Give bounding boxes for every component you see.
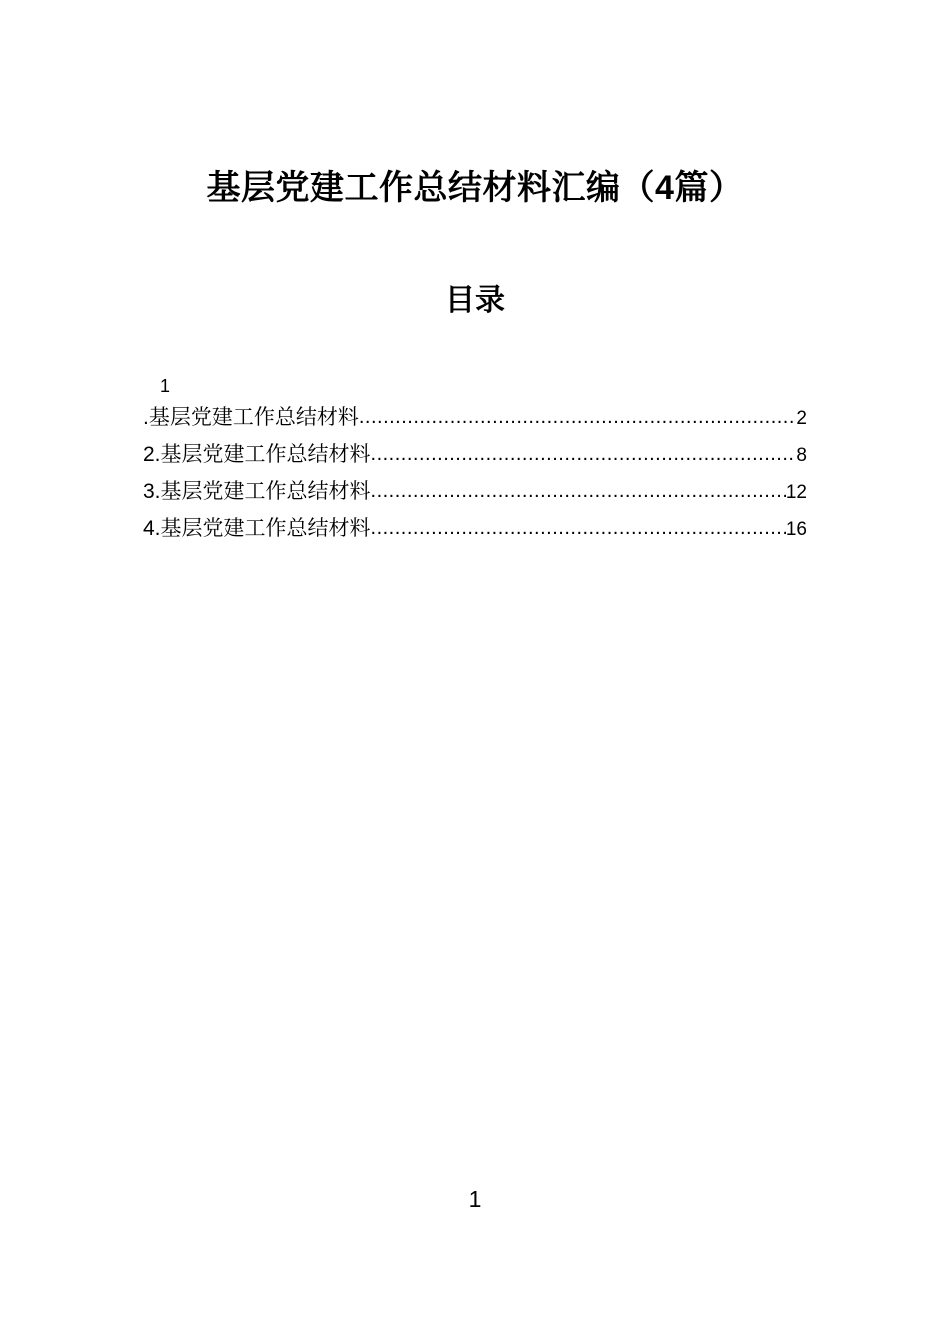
table-of-contents [143, 372, 807, 548]
list-item[interactable] [143, 437, 807, 474]
toc-entry-page: 2 [796, 408, 807, 429]
toc-entry-page: 12 [785, 482, 807, 503]
list-item[interactable] [143, 474, 807, 511]
toc-entry-label: 3.基层党建工作总结材料 [143, 480, 371, 503]
toc-entry-page: 8 [796, 445, 807, 466]
toc-entry-page: 16 [785, 519, 807, 540]
page-title: 基层党建工作总结材料汇编（4篇） [206, 169, 744, 207]
toc-orphan-number: 1 [160, 376, 171, 396]
list-item[interactable] [143, 400, 807, 437]
toc-entry-label: 2.基层党建工作总结材料 [143, 443, 371, 466]
toc-leader-dots [371, 436, 797, 472]
toc-leader-dots [371, 473, 786, 509]
toc-leader-dots [371, 510, 786, 546]
toc-entry-label: .基层党建工作总结材料 [143, 406, 359, 429]
page-footer-number: 1 [468, 1186, 482, 1212]
toc-leader-dots [359, 399, 797, 435]
list-item[interactable] [143, 511, 807, 548]
toc-entry-label: 4.基层党建工作总结材料 [143, 517, 371, 540]
table-of-contents-heading: 目录 [445, 284, 505, 317]
